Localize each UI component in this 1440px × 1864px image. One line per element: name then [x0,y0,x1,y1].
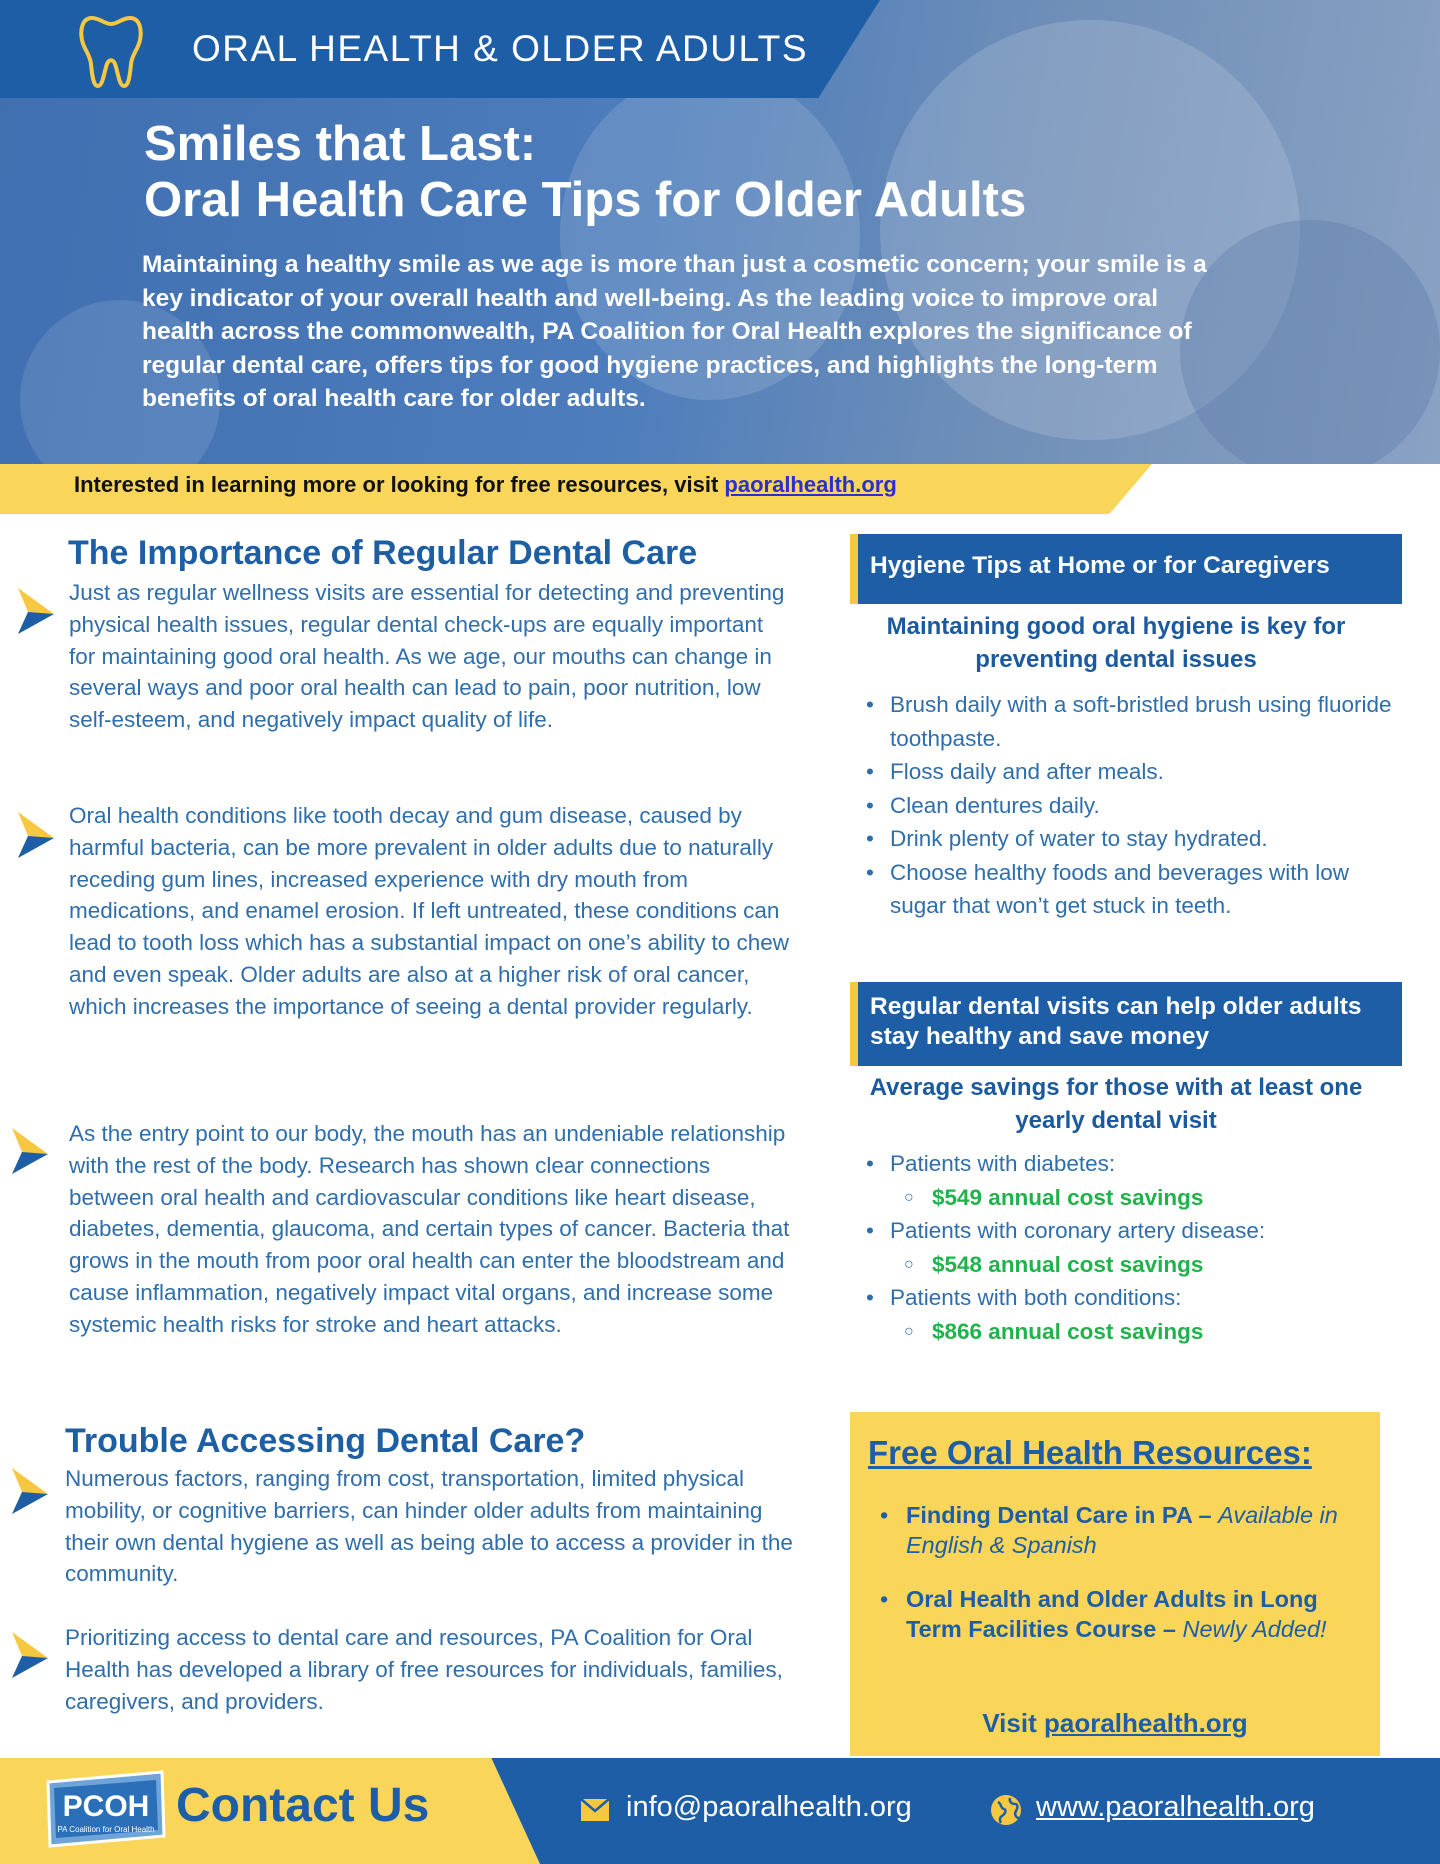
resources-list [880,1500,1350,1668]
page-title-line1: Smiles that Last: [144,117,537,171]
access-paragraph-2: Prioritizing access to dental care and resources, PA Coalition for Oral Health has developed a library of free resources for individuals, families, caregivers, and providers. [65,1625,783,1714]
hygiene-subheading: Maintaining good oral hygiene is key for preventing dental issues [886,613,1346,673]
arrow-bullet-icon [18,812,54,858]
hygiene-tip-item: • Drink plenty of water to stay hydrated. [862,822,1402,856]
importance-paragraph-3: As the entry point to our body, the mouth has an undeniable relationship with the rest of the body. Research has shown clear connections between oral health and cardiovascular conditions like heart disease, diabetes, dementia, glaucoma, and certain types of cancer. Bacteria that grows in the mouth from poor oral health can enter the bloodstream and cause inflammation, negatively impact vital organs, and increase some systemic health risks for stroke and heart attacks. [69,1121,790,1337]
contact-website-link[interactable]: www.paoralhealth.org [1036,1791,1315,1823]
importance-paragraph-1: Just as regular wellness visits are essential for detecting and preventing physical health issues, regular dental check-ups are equally important for maintaining good oral health. As we age, our mouths can change in several ways and poor oral health can lead to pain, poor nutrition, low self-esteem, and negatively impact quality of life. [69,580,785,733]
logo-subtext: PA Coalition for Oral Health [57,1825,155,1834]
page-title-line2: Oral Health Care Tips for Older Adults [144,173,1027,227]
page-title [144,116,1244,228]
importance-paragraph-2: Oral health conditions like tooth decay and gum disease, caused by harmful bacteria, can be more prevalent in older adults due to naturally receding gum lines, increased experience with dry mouth from medications, and enamel erosion. If left untreated, these conditions can lead to tooth loss which has a substantial impact on one’s ability to chew and even speak. Older adults are also at a higher risk of oral cancer, which increases the importance of seeing a dental provider regularly. [69,803,789,1019]
category-title: ORAL HEALTH & OLDER ADULTS [192,28,809,69]
arrow-bullet-icon [12,1128,48,1174]
resources-visit [850,1708,1380,1739]
mail-icon [580,1798,610,1822]
resources-box [850,1412,1380,1756]
access-paragraph-1: Numerous factors, ranging from cost, transportation, limited physical mobility, or cognitive barriers, can hinder older adults from maintaining their own dental hygiene as well as being able to access a provider in the community. [65,1466,793,1587]
contact-email-link[interactable]: info@paoralhealth.org [626,1791,912,1823]
hygiene-tips-list [862,688,1402,923]
resource-separator: – [1191,1502,1219,1528]
resource-banner-text [74,472,897,498]
access-heading: Trouble Accessing Dental Care? [65,1422,586,1460]
resource-note: Available in English & Spanish [906,1502,1338,1558]
resource-banner-label: Interested in learning more or looking for free resources, visit [74,472,725,497]
pcoh-logo-icon [44,1770,168,1850]
arrow-bullet-icon [12,1632,48,1678]
hygiene-tip-item: • Choose healthy foods and beverages with low sugar that won’t get stuck in teeth. [862,856,1402,923]
arrow-bullet-icon [12,1468,48,1514]
resource-title: Finding Dental Care in PA [906,1502,1192,1528]
arrow-bullet-icon [18,588,54,634]
patient-group-item: • Patients with coronary artery disease: [862,1214,1402,1248]
resource-note: Newly Added! [1182,1616,1327,1642]
resources-visit-label: Visit [982,1708,1044,1738]
resource-title: Oral Health and Older Adults in Long Term Facilities Course [906,1586,1318,1642]
resource-item[interactable] [880,1500,1350,1560]
resources-visit-link[interactable]: paoralhealth.org [1043,1708,1248,1738]
resource-item[interactable] [880,1584,1350,1644]
cost-savings-item: ○ $866 annual cost savings [862,1315,1402,1349]
patient-group-item: • Patients with both conditions: [862,1281,1402,1315]
patient-group-item: • Patients with diabetes: [862,1147,1402,1181]
resources-heading: Free Oral Health Resources: [868,1434,1312,1471]
tooth-icon [78,12,144,90]
resource-separator: – [1156,1616,1183,1642]
hygiene-tip-item: • Brush daily with a soft-bristled brush using fluoride toothpaste. [862,688,1402,755]
visits-subheading: Average savings for those with at least one yearly dental visit [869,1074,1363,1134]
contact-title: Contact Us [176,1779,430,1832]
logo-text: PCOH [62,1790,150,1823]
cost-savings-item: ○ $549 annual cost savings [862,1181,1402,1215]
importance-heading: The Importance of Regular Dental Care [68,534,698,572]
resource-banner-link[interactable]: paoralhealth.org [724,472,897,497]
intro-paragraph: Maintaining a healthy smile as we age is more than just a cosmetic concern; your smile is a key indicator of your overall health and well-being. As the leading voice to improve oral health across the commonwealth, PA Coalition for Oral Health explores the significance of regular dental care, offers tips for good hygiene practices, and highlights the long-term benefits of oral health care for older adults. [142,251,1207,412]
savings-list [862,1147,1402,1348]
hygiene-tip-item: • Clean dentures daily. [862,789,1402,823]
hygiene-tip-item: • Floss daily and after meals. [862,755,1402,789]
globe-icon [990,1794,1022,1826]
hygiene-heading: Hygiene Tips at Home or for Caregivers [850,534,1402,604]
visits-heading: Regular dental visits can help older adults stay healthy and save money [850,982,1402,1066]
cost-savings-item: ○ $548 annual cost savings [862,1248,1402,1282]
